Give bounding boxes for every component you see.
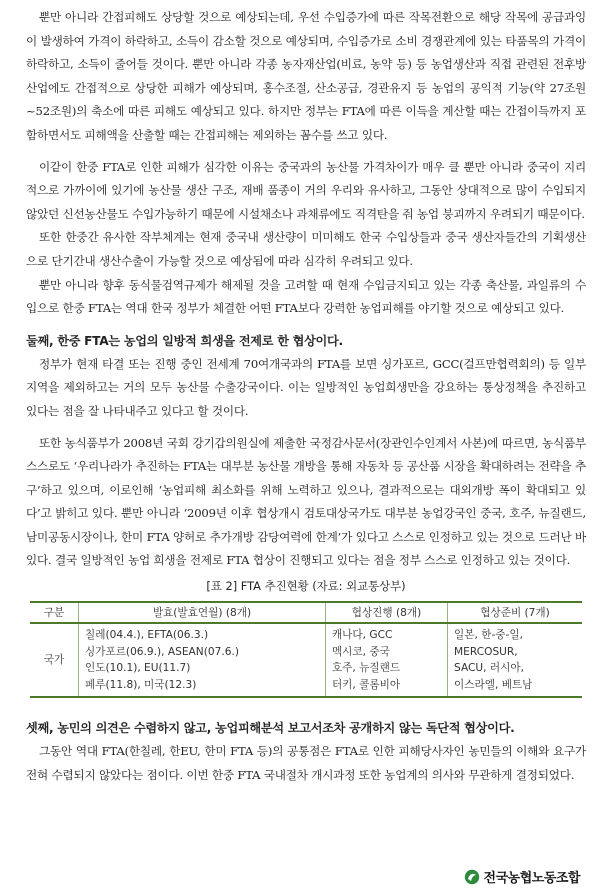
paragraph: 또한 농식품부가 2008년 국회 강기갑의원실에 제출한 국정감사문서(장관인수인계서 사본)에 따르면, 농식품부 스스로도 ‘우리나라가 추진하는 FTA는 대부분 농산물 개방을 통해 자동차 등 공산품 시장을 확대하려는 전략을 추구’하고 있으며, 이로인해 ‘농업피해 최소화를 위해 노력하고 있으나, 결과적으로는 대외개방 폭이 확대되고 있다’고 밝히고 있다. 뿐만 아니라 ‘2009년 이후 협상개시 검토대상국가도 대부분 농업강국인 중국, 호주, 뉴질랜드, 남미공동시장이나, 한미 FTA 양허로 추가개방 감당여력에 한계’가 있다고 스스로 인정하고 있는 것으로 드러난 바 있다. 결국 일방적인 농업 희생을 전제로 FTA 협상이 진행되고 있다는 점을 정부 스스로 인정하고 있는 것이다. — [26, 435, 586, 568]
fta-status-table — [30, 601, 582, 698]
paragraph: 뿐만 아니라 향후 동식물검역규제가 해제될 것을 고려할 때 현재 수입금지되고 있는 각종 축산물, 과일류의 수입으로 한중 FTA는 역대 한국 정부가 체결한 어떤 FTA보다 강력한 농업피해를 야기할 것으로 예상되고 있다. — [26, 277, 586, 316]
table-header: 협상준비 (7개) — [448, 602, 582, 623]
cell-line: 터키, 콜롬비아 — [331, 678, 401, 691]
cell-line: 싱가포르(06.9.), ASEAN(07.6.) — [85, 645, 239, 658]
document-body — [26, 6, 586, 787]
table-cell-preparing — [448, 623, 582, 697]
cell-line: SACU, 러시아, — [454, 662, 524, 675]
table-header: 발효(발효연월) (8개) — [79, 602, 326, 623]
cell-line: 이스라엘, 베트남 — [454, 678, 533, 691]
cell-line: 호주, 뉴질랜드 — [331, 662, 401, 675]
section-heading: 둘째, 한중 FTA는 농업의 일방적 희생을 전제로 한 협상이다. — [26, 333, 343, 348]
paragraph: 정부가 현재 타결 또는 진행 중인 전세계 70여개국과의 FTA를 보면 싱가포르, GCC(걸프만협력회의) 등 일부 지역을 제외하고는 거의 모두 농산물 수출강국이다. 이는 일방적인 농업희생만을 강요하는 통상정책을 추진하고 있다는 점을 잘 나타내주고 있다고 할 것이다. — [26, 356, 586, 418]
organization-name: 전국농협노동조합 — [483, 871, 580, 886]
row-label: 국가 — [30, 623, 79, 697]
table-header-row — [30, 602, 582, 623]
cell-line: 칠레(04.4.), EFTA(06.3.) — [85, 629, 209, 642]
paragraph: 또한 한중간 유사한 작부체계는 현재 중국내 생산량이 미미해도 한국 수입상들과 중국 생산자들간의 기획생산으로 단기간내 생산수출이 가능할 것으로 예상됨에 따라 심각히 우려되고 있다. — [26, 230, 586, 268]
cell-line: 일본, 한-중-일, — [454, 629, 523, 642]
table-row — [30, 623, 582, 697]
table-caption: [표 2] FTA 추진현황 (자료: 외교통상부) — [206, 579, 406, 594]
paragraph: 그동안 역대 FTA(한칠레, 한EU, 한미 FTA 등)의 공통점은 FTA로 인한 피해당사자인 농민들의 이해와 요구가 전혀 수렴되지 않았다는 점이다. 이번 한중 FTA 국내절차 개시과정 또한 농업계의 의사와 무관하게 결정되었다. — [26, 744, 586, 782]
table-cell-effective — [79, 623, 326, 697]
cell-line: 캐나다, GCC — [331, 629, 393, 642]
section-heading: 셋째, 농민의 의견은 수렴하지 않고, 농업피해분석 보고서조차 공개하지 않는 독단적 협상이다. — [26, 721, 515, 736]
union-logo-icon — [464, 869, 480, 885]
paragraph: 이같이 한중 FTA로 인한 피해가 심각한 이유는 중국과의 농산물 가격차이가 매우 클 뿐만 아니라 중국이 지리적으로 가까이에 있기에 농산물 생산 구조, 재배 품종이 거의 우리와 유사하고, 그동안 상대적으로 많이 수입되지 않았던 신선농산물도 수입가능하기 때문에 시설채소나 과채류에도 직격탄을 줘 농업 붕괴까지 우려되기 때문이다. — [26, 159, 586, 221]
paragraph: 뿐만 아니라 간접피해도 상당할 것으로 예상되는데, 우선 수입증가에 따른 작목전환으로 해당 작목에 공급과잉이 발생하여 가격이 하락하고, 소득이 감소할 것으로 예상되며, 수입증가로 소비 경쟁관계에 있는 타품목의 가격이 하락하고, 소득이 줄어들 것이다. 뿐만 아니라 각종 농자재산업(비료, 농약 등) 등 농업생산과 직접 관련된 전후방 산업에도 간접적으로 상당한 피해가 예상되며, 홍수조절, 산소공급, 경관유지 등 농업의 공익적 기능(약 27조원~52조원)의 축소에 따른 피해도 예상되고 있다. 하지만 정부는 FTA에 따른 이득을 계산할 때는 간접이득까지 포함하면서도 피해액을 산출할 때는 간접피해는 제외하는 꼼수를 쓰고 있다. — [26, 10, 586, 142]
table-cell-negotiating — [325, 623, 447, 697]
footer-brand — [464, 867, 580, 886]
table-header: 협상진행 (8개) — [325, 602, 447, 623]
cell-line: 페루(11.8), 미국(12.3) — [85, 678, 197, 691]
cell-line: 멕시코, 중국 — [331, 645, 390, 658]
cell-line: 인도(10.1), EU(11.7) — [85, 662, 191, 675]
table-header: 구분 — [30, 602, 79, 623]
cell-line: MERCOSUR, — [454, 645, 518, 658]
